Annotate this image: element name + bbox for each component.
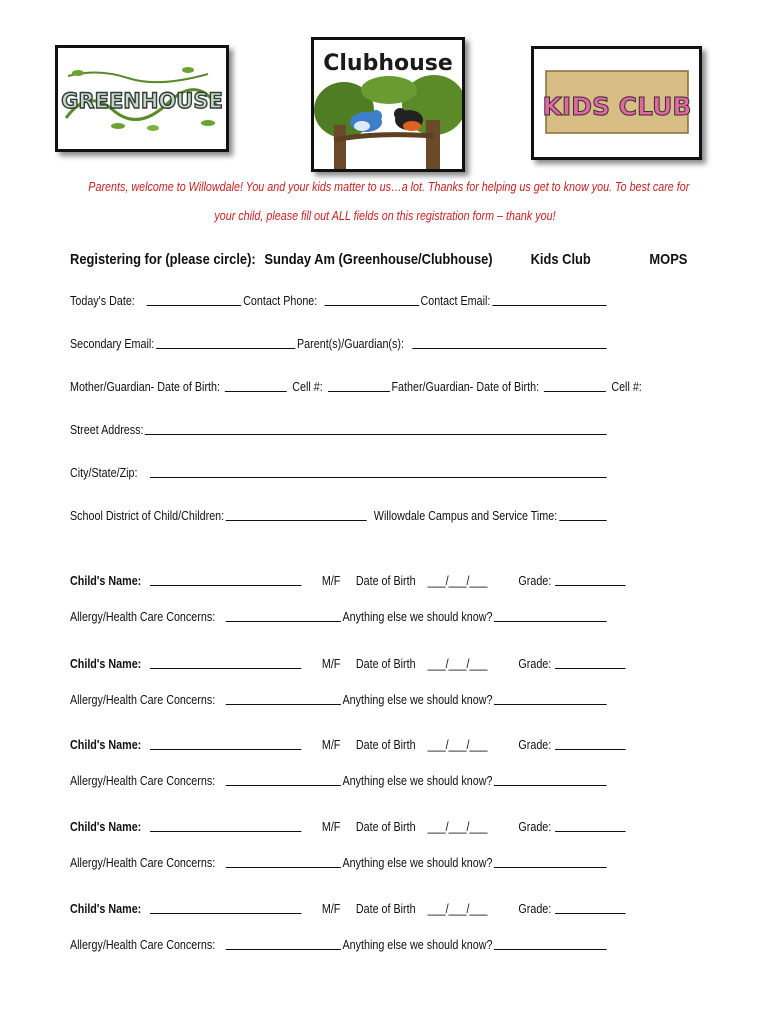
child-info-row <box>70 901 696 916</box>
mother-cell-label: Cell #: <box>292 380 323 394</box>
kids-club-logo <box>531 46 702 160</box>
child-dob-label: Date of Birth <box>355 820 416 834</box>
street-address-field[interactable] <box>145 422 606 435</box>
mother-cell-field[interactable] <box>328 379 390 392</box>
school-district-field[interactable] <box>226 508 367 521</box>
allergy-field[interactable] <box>226 937 341 950</box>
child-dob-field[interactable]: ___/___/___ <box>427 820 488 834</box>
child-health-row <box>70 773 696 788</box>
child-grade-field[interactable] <box>555 737 626 750</box>
child-grade-field[interactable] <box>555 819 626 832</box>
todays-date-field[interactable] <box>147 293 242 306</box>
todays-date-label: Today's Date: <box>70 294 135 308</box>
contact-phone-label: Contact Phone: <box>243 294 318 308</box>
child-mf-label[interactable]: M/F <box>321 738 341 752</box>
anything-else-label: Anything else we should know? <box>342 856 493 870</box>
father-cell-label: Cell #: <box>611 380 642 394</box>
child-grade-field[interactable] <box>555 573 626 586</box>
child-health-row <box>70 609 696 624</box>
child-dob-label: Date of Birth <box>355 657 416 671</box>
option-mops[interactable]: MOPS <box>649 251 688 268</box>
child-dob-field[interactable]: ___/___/___ <box>427 657 488 671</box>
parents-guardians-label: Parent(s)/Guardian(s): <box>297 337 404 351</box>
mother-dob-label: Mother/Guardian- Date of Birth: <box>70 380 220 394</box>
school-district-label: School District of Child/Children: <box>70 509 225 523</box>
child-name-label: Child's Name: <box>70 820 142 834</box>
child-grade-field[interactable] <box>555 656 626 669</box>
city-state-zip-field[interactable] <box>150 465 607 478</box>
anything-else-field[interactable] <box>494 855 606 868</box>
registering-label: Registering for (please circle): <box>70 251 256 268</box>
anything-else-field[interactable] <box>494 937 606 950</box>
street-address-row <box>70 422 696 437</box>
contact-phone-field[interactable] <box>324 293 419 306</box>
greenhouse-logo <box>55 45 229 152</box>
school-district-row <box>70 508 696 523</box>
child-name-field[interactable] <box>150 819 301 832</box>
street-address-label: Street Address: <box>70 423 144 437</box>
child-mf-label[interactable]: M/F <box>321 902 341 916</box>
allergy-label: Allergy/Health Care Concerns: <box>70 610 216 624</box>
allergy-label: Allergy/Health Care Concerns: <box>70 774 216 788</box>
allergy-label: Allergy/Health Care Concerns: <box>70 938 216 952</box>
child-dob-field[interactable]: ___/___/___ <box>427 902 488 916</box>
child-name-label: Child's Name: <box>70 902 142 916</box>
child-health-row <box>70 855 696 870</box>
allergy-field[interactable] <box>226 855 341 868</box>
child-name-label: Child's Name: <box>70 738 142 752</box>
child-name-field[interactable] <box>150 573 301 586</box>
child-grade-field[interactable] <box>555 901 626 914</box>
option-sunday-am[interactable]: Sunday Am (Greenhouse/Clubhouse) <box>264 251 493 268</box>
child-name-field[interactable] <box>150 656 301 669</box>
contact-email-label: Contact Email: <box>420 294 491 308</box>
child-name-label: Child's Name: <box>70 574 142 588</box>
anything-else-field[interactable] <box>494 609 606 622</box>
allergy-label: Allergy/Health Care Concerns: <box>70 693 216 707</box>
mother-dob-field[interactable] <box>225 379 287 392</box>
child-info-row <box>70 573 696 588</box>
secondary-email-label: Secondary Email: <box>70 337 155 351</box>
anything-else-field[interactable] <box>494 773 606 786</box>
registering-for-row <box>70 251 687 268</box>
child-dob-field[interactable]: ___/___/___ <box>427 738 488 752</box>
kids-club-logo-text: KIDS CLUB <box>542 92 692 121</box>
child-info-row <box>70 819 696 834</box>
child-dob-label: Date of Birth <box>355 574 416 588</box>
campus-service-label: Willowdale Campus and Service Time: <box>373 509 558 523</box>
allergy-field[interactable] <box>226 773 341 786</box>
child-info-row <box>70 656 696 671</box>
allergy-field[interactable] <box>226 692 341 705</box>
child-mf-label[interactable]: M/F <box>321 820 341 834</box>
contact-email-field[interactable] <box>492 293 607 306</box>
child-mf-label[interactable]: M/F <box>321 574 341 588</box>
greenhouse-logo-text: GREENHOUSE <box>61 89 223 113</box>
child-mf-label[interactable]: M/F <box>321 657 341 671</box>
anything-else-field[interactable] <box>494 692 606 705</box>
option-kids-club[interactable]: Kids Club <box>530 251 591 268</box>
anything-else-label: Anything else we should know? <box>342 938 493 952</box>
parents-guardians-field[interactable] <box>413 336 607 349</box>
child-name-field[interactable] <box>150 737 301 750</box>
child-grade-label: Grade: <box>518 657 552 671</box>
anything-else-label: Anything else we should know? <box>342 693 493 707</box>
city-state-zip-label: City/State/Zip: <box>70 466 138 480</box>
child-info-row <box>70 737 696 752</box>
guardian-dob-row <box>70 379 696 394</box>
clubhouse-logo <box>311 37 465 172</box>
anything-else-label: Anything else we should know? <box>342 610 493 624</box>
child-grade-label: Grade: <box>518 574 552 588</box>
child-name-field[interactable] <box>150 901 301 914</box>
father-dob-label: Father/Guardian- Date of Birth: <box>391 380 540 394</box>
campus-service-field[interactable] <box>559 508 607 521</box>
contact-row <box>70 293 696 308</box>
child-name-label: Child's Name: <box>70 657 142 671</box>
child-health-row <box>70 937 696 952</box>
clubhouse-logo-text: Clubhouse <box>323 51 453 76</box>
child-dob-field[interactable]: ___/___/___ <box>427 574 488 588</box>
child-health-row <box>70 692 696 707</box>
child-dob-label: Date of Birth <box>355 902 416 916</box>
anything-else-label: Anything else we should know? <box>342 774 493 788</box>
allergy-label: Allergy/Health Care Concerns: <box>70 856 216 870</box>
child-grade-label: Grade: <box>518 738 552 752</box>
child-dob-label: Date of Birth <box>355 738 416 752</box>
city-state-zip-row <box>70 465 696 480</box>
welcome-line-2: your child, please fill out ALL fields on this registration form – thank you! <box>214 209 556 223</box>
child-grade-label: Grade: <box>518 902 552 916</box>
father-dob-field[interactable] <box>544 379 606 392</box>
allergy-field[interactable] <box>226 609 341 622</box>
welcome-line-1: Parents, welcome to Willowdale! You and your kids matter to us…a lot. Thanks for helping us get to know you. To best care for <box>88 180 690 194</box>
child-grade-label: Grade: <box>518 820 552 834</box>
secondary-email-field[interactable] <box>156 336 295 349</box>
secondary-email-row <box>70 336 696 351</box>
